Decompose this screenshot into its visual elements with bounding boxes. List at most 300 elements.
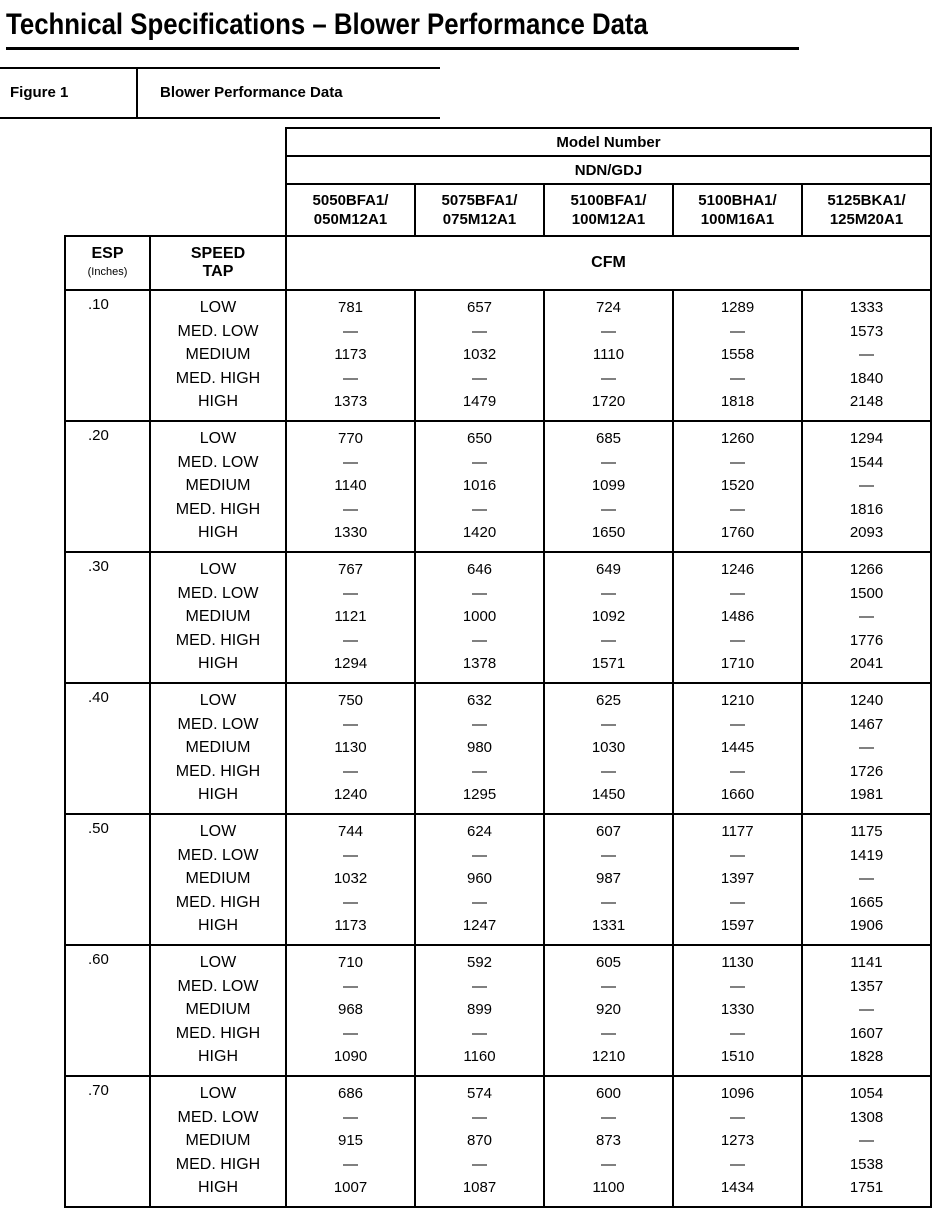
cfm-value-cell — [415, 421, 544, 552]
cfm-value: 1092 — [591, 608, 626, 625]
cfm-value: — — [859, 870, 874, 887]
speed-tap-label: MEDIUM — [185, 1001, 251, 1018]
esp-header — [65, 236, 150, 290]
speed-tap-label: LOW — [199, 561, 237, 578]
cfm-value: — — [601, 322, 616, 340]
speed-tap-label: HIGH — [198, 786, 238, 803]
cfm-value: — — [343, 453, 358, 471]
cfm-value: — — [601, 1024, 616, 1042]
cfm-header: CFM — [286, 236, 931, 290]
cfm-value: — — [601, 846, 616, 864]
table-row — [65, 552, 931, 683]
cfm-value-cell — [544, 421, 673, 552]
model-number-header: Model Number — [286, 128, 931, 156]
cfm-value: 1665 — [849, 893, 884, 911]
cfm-value: 987 — [595, 870, 622, 887]
cfm-value: 657 — [466, 299, 493, 316]
model-number-line: 5125BKA1/ — [827, 192, 906, 209]
speed-tap-label: LOW — [199, 430, 237, 447]
cfm-value: — — [730, 715, 745, 733]
speed-tap-label: HIGH — [198, 917, 238, 934]
cfm-value-cell — [673, 1076, 802, 1207]
blank-corner — [65, 156, 150, 184]
cfm-value: 1397 — [720, 870, 755, 887]
cfm-value: 1500 — [849, 584, 884, 602]
cfm-value: 1419 — [849, 846, 884, 864]
cfm-value: — — [730, 1155, 745, 1173]
speed-tap-label: MEDIUM — [185, 346, 251, 363]
cfm-value: 1776 — [849, 631, 884, 649]
cfm-value: 2041 — [849, 655, 884, 672]
esp-value: .50 — [65, 814, 150, 945]
cfm-value: — — [730, 846, 745, 864]
cfm-value: 1110 — [592, 346, 625, 363]
cfm-value: 870 — [466, 1132, 493, 1149]
cfm-value: — — [601, 762, 616, 780]
cfm-value: — — [343, 1108, 358, 1126]
cfm-value-cell — [286, 421, 415, 552]
cfm-value: 1357 — [849, 977, 884, 995]
speed-tap-list — [150, 945, 286, 1076]
cfm-value: 1573 — [849, 322, 884, 340]
blank-corner — [150, 156, 286, 184]
cfm-value: 1030 — [591, 739, 626, 756]
cfm-value: 2093 — [849, 524, 884, 541]
cfm-value: 781 — [337, 299, 364, 316]
cfm-value: 1173 — [334, 346, 367, 363]
cfm-value: 899 — [466, 1001, 493, 1018]
cfm-value: — — [472, 1108, 487, 1126]
cfm-value-cell — [415, 290, 544, 421]
cfm-value: 1333 — [849, 299, 884, 316]
cfm-value: — — [859, 477, 874, 494]
table-row — [65, 683, 931, 814]
speed-tap-list — [150, 552, 286, 683]
cfm-value: 1096 — [720, 1085, 755, 1102]
speed-tap-label: MED. HIGH — [175, 631, 261, 649]
cfm-value: 1420 — [462, 524, 497, 541]
cfm-value: — — [472, 322, 487, 340]
cfm-value-cell — [415, 683, 544, 814]
cfm-value: — — [601, 369, 616, 387]
cfm-value: 1240 — [333, 786, 368, 803]
cfm-value: — — [859, 346, 874, 363]
cfm-value-cell — [802, 421, 931, 552]
table-row — [65, 290, 931, 421]
cfm-value: 592 — [466, 954, 493, 971]
cfm-value: 1246 — [720, 561, 755, 578]
cfm-value-cell — [802, 945, 931, 1076]
cfm-value: 1289 — [720, 299, 755, 316]
cfm-value: — — [472, 453, 487, 471]
cfm-value: 1607 — [849, 1024, 884, 1042]
speed-tap-label: HIGH — [198, 1179, 238, 1196]
speed-tap-label: MED. LOW — [177, 846, 259, 864]
cfm-value: 1130 — [721, 954, 754, 971]
cfm-value: 1479 — [462, 393, 497, 410]
model-number-cell — [415, 184, 544, 236]
cfm-value: 605 — [595, 954, 622, 971]
speed-tap-label: MEDIUM — [185, 608, 251, 625]
cfm-value: 1173 — [334, 917, 367, 934]
cfm-value: 968 — [337, 1001, 364, 1018]
model-number-cell — [673, 184, 802, 236]
cfm-value: — — [601, 1155, 616, 1173]
esp-header-label: ESP — [91, 245, 124, 262]
cfm-value: — — [730, 453, 745, 471]
cfm-value: — — [343, 1155, 358, 1173]
speed-tap-label: MEDIUM — [185, 870, 251, 887]
blower-performance-table — [64, 127, 932, 1208]
cfm-value: — — [859, 1001, 874, 1018]
speed-tap-label: MED. LOW — [177, 322, 259, 340]
cfm-value: 710 — [337, 954, 364, 971]
cfm-value: — — [472, 584, 487, 602]
cfm-value: — — [601, 453, 616, 471]
cfm-value: 1266 — [849, 561, 884, 578]
cfm-value: 1247 — [462, 917, 497, 934]
cfm-value-cell — [673, 552, 802, 683]
cfm-value: — — [343, 631, 358, 649]
cfm-value: 1032 — [333, 870, 368, 887]
esp-value: .30 — [65, 552, 150, 683]
cfm-value: 1087 — [462, 1179, 497, 1196]
table-row — [65, 814, 931, 945]
cfm-value: 1660 — [720, 786, 755, 803]
cfm-value: — — [343, 762, 358, 780]
cfm-value: 1100 — [592, 1179, 625, 1196]
model-number-line: 5100BFA1/ — [570, 192, 647, 209]
cfm-value: 724 — [595, 299, 622, 316]
cfm-value: — — [343, 500, 358, 518]
cfm-value: 1760 — [720, 524, 755, 541]
cfm-value: 1210 — [720, 692, 755, 709]
cfm-value: — — [343, 369, 358, 387]
cfm-value: 624 — [466, 823, 493, 840]
cfm-value: — — [472, 762, 487, 780]
cfm-value: — — [472, 500, 487, 518]
cfm-value: 960 — [466, 870, 493, 887]
cfm-value-cell — [415, 945, 544, 1076]
cfm-value: 767 — [337, 561, 364, 578]
cfm-value: 1571 — [591, 655, 626, 672]
speed-tap-label: MED. LOW — [177, 584, 259, 602]
cfm-value: 1486 — [720, 608, 755, 625]
figure-label: Figure 1 — [10, 84, 69, 101]
table-row — [65, 1076, 931, 1207]
model-number-cell — [286, 184, 415, 236]
cfm-value: 1510 — [720, 1048, 755, 1065]
cfm-value: — — [343, 715, 358, 733]
speed-tap-label: MEDIUM — [185, 1132, 251, 1149]
cfm-value: — — [472, 715, 487, 733]
cfm-value-cell — [544, 814, 673, 945]
cfm-value: — — [730, 369, 745, 387]
speed-tap-label: MEDIUM — [185, 739, 251, 756]
blank-corner — [65, 184, 150, 236]
model-number-line: 075M12A1 — [442, 211, 517, 228]
speed-tap-list — [150, 1076, 286, 1207]
cfm-value: 650 — [466, 430, 493, 447]
cfm-value-cell — [415, 552, 544, 683]
brand-header: NDN/GDJ — [286, 156, 931, 184]
cfm-value: 1141 — [850, 954, 883, 971]
speed-tap-label: HIGH — [198, 1048, 238, 1065]
model-number-line: 100M16A1 — [700, 211, 775, 228]
speed-tap-label: LOW — [199, 823, 237, 840]
cfm-value: — — [859, 608, 874, 625]
cfm-value: 1981 — [849, 786, 884, 803]
cfm-value: 1818 — [720, 393, 755, 410]
cfm-value: 607 — [595, 823, 622, 840]
cfm-value: — — [730, 762, 745, 780]
speed-tap-header — [150, 236, 286, 290]
cfm-value: 1016 — [462, 477, 497, 494]
esp-value: .20 — [65, 421, 150, 552]
cfm-value: 649 — [595, 561, 622, 578]
cfm-value: 1751 — [849, 1179, 884, 1196]
cfm-value: — — [601, 1108, 616, 1126]
cfm-value: 1373 — [333, 393, 368, 410]
cfm-value: 1710 — [720, 655, 755, 672]
cfm-value: 1175 — [850, 823, 883, 840]
cfm-value-cell — [673, 683, 802, 814]
cfm-value-cell — [544, 552, 673, 683]
cfm-value: 1828 — [849, 1048, 884, 1065]
cfm-value: — — [472, 369, 487, 387]
page-title: Technical Specifications – Blower Performance Data — [6, 8, 648, 41]
speed-tap-label: MED. LOW — [177, 1108, 259, 1126]
blank-corner — [150, 184, 286, 236]
cfm-value: — — [601, 631, 616, 649]
cfm-value: 600 — [595, 1085, 622, 1102]
cfm-value: — — [601, 893, 616, 911]
cfm-value: — — [601, 584, 616, 602]
cfm-value: — — [343, 893, 358, 911]
figure-rule-top — [0, 67, 440, 69]
cfm-value-cell — [673, 945, 802, 1076]
figure-divider — [136, 69, 138, 117]
cfm-value: — — [472, 977, 487, 995]
cfm-value: 1520 — [720, 477, 755, 494]
cfm-value-cell — [286, 552, 415, 683]
esp-value: .10 — [65, 290, 150, 421]
cfm-value: 1160 — [463, 1048, 496, 1065]
model-number-cell — [544, 184, 673, 236]
cfm-value: 915 — [337, 1132, 364, 1149]
speed-tap-header-line: TAP — [202, 263, 234, 280]
cfm-value: 770 — [337, 430, 364, 447]
model-number-line: 5050BFA1/ — [312, 192, 389, 209]
model-number-line: 125M20A1 — [829, 211, 904, 228]
speed-tap-label: MED. HIGH — [175, 762, 261, 780]
cfm-value: — — [472, 893, 487, 911]
esp-unit-label: (Inches) — [87, 266, 128, 278]
cfm-value: 1000 — [462, 608, 497, 625]
cfm-value-cell — [286, 683, 415, 814]
cfm-value: 1558 — [720, 346, 755, 363]
cfm-value: 685 — [595, 430, 622, 447]
cfm-value-cell — [544, 945, 673, 1076]
speed-tap-list — [150, 814, 286, 945]
cfm-value: 1294 — [333, 655, 368, 672]
speed-tap-label: MED. HIGH — [175, 893, 261, 911]
cfm-value-cell — [286, 290, 415, 421]
cfm-value: 1140 — [334, 477, 367, 494]
speed-tap-list — [150, 421, 286, 552]
speed-tap-header-line: SPEED — [190, 245, 246, 262]
speed-tap-label: MED. LOW — [177, 453, 259, 471]
cfm-value: — — [730, 977, 745, 995]
cfm-value: 1099 — [591, 477, 626, 494]
speed-tap-label: MED. HIGH — [175, 369, 261, 387]
model-number-line: 5075BFA1/ — [441, 192, 518, 209]
figure-rule-bottom — [0, 117, 440, 119]
model-number-cell — [802, 184, 931, 236]
esp-value: .40 — [65, 683, 150, 814]
speed-tap-list — [150, 683, 286, 814]
cfm-value: 873 — [595, 1132, 622, 1149]
cfm-value-cell — [673, 421, 802, 552]
cfm-value: 1210 — [591, 1048, 626, 1065]
cfm-value-cell — [802, 552, 931, 683]
cfm-value: 980 — [466, 739, 493, 756]
cfm-value: 1720 — [591, 393, 626, 410]
speed-tap-label: HIGH — [198, 393, 238, 410]
cfm-value: — — [601, 977, 616, 995]
cfm-value-cell — [673, 290, 802, 421]
speed-tap-label: MED. LOW — [177, 977, 259, 995]
cfm-value-cell — [544, 1076, 673, 1207]
cfm-value: 1544 — [849, 453, 884, 471]
cfm-value-cell — [415, 814, 544, 945]
cfm-value: 1240 — [849, 692, 884, 709]
cfm-value: 1445 — [720, 739, 755, 756]
speed-tap-list — [150, 290, 286, 421]
cfm-value: 1121 — [334, 608, 367, 625]
speed-tap-label: MEDIUM — [185, 477, 251, 494]
cfm-value: 646 — [466, 561, 493, 578]
cfm-value: 1331 — [591, 917, 626, 934]
cfm-value: — — [859, 739, 874, 756]
speed-tap-label: LOW — [199, 299, 237, 316]
cfm-value-cell — [544, 683, 673, 814]
speed-tap-label: LOW — [199, 954, 237, 971]
cfm-value: — — [343, 584, 358, 602]
cfm-value: 1007 — [333, 1179, 368, 1196]
cfm-value: 2148 — [849, 393, 884, 410]
cfm-value: — — [343, 977, 358, 995]
table-row — [65, 945, 931, 1076]
cfm-value: 686 — [337, 1085, 364, 1102]
cfm-value: 1840 — [849, 369, 884, 387]
cfm-value: 750 — [337, 692, 364, 709]
cfm-value: 574 — [466, 1085, 493, 1102]
cfm-value: 1378 — [462, 655, 497, 672]
cfm-value: 1295 — [462, 786, 497, 803]
cfm-value: 920 — [595, 1001, 622, 1018]
cfm-value: 1260 — [720, 430, 755, 447]
cfm-value: — — [730, 1108, 745, 1126]
cfm-value: 1538 — [849, 1155, 884, 1173]
cfm-value: 1450 — [591, 786, 626, 803]
cfm-value: — — [730, 322, 745, 340]
cfm-value: 1273 — [720, 1132, 755, 1149]
cfm-value: 625 — [595, 692, 622, 709]
cfm-value: 1032 — [462, 346, 497, 363]
speed-tap-label: LOW — [199, 1085, 237, 1102]
cfm-value: — — [601, 500, 616, 518]
speed-tap-label: MED. HIGH — [175, 1155, 261, 1173]
cfm-value: 1177 — [721, 823, 754, 840]
cfm-value: 1650 — [591, 524, 626, 541]
cfm-value: — — [472, 1155, 487, 1173]
figure-caption: Blower Performance Data — [160, 84, 343, 101]
cfm-value: — — [730, 500, 745, 518]
cfm-value: 1294 — [849, 430, 884, 447]
cfm-value: — — [730, 893, 745, 911]
speed-tap-label: HIGH — [198, 524, 238, 541]
cfm-value: — — [343, 322, 358, 340]
cfm-value: 744 — [337, 823, 364, 840]
cfm-value-cell — [802, 814, 931, 945]
cfm-value: — — [859, 1132, 874, 1149]
cfm-value-cell — [286, 945, 415, 1076]
cfm-value: — — [343, 1024, 358, 1042]
title-underline — [6, 47, 799, 50]
esp-value: .70 — [65, 1076, 150, 1207]
speed-tap-label: HIGH — [198, 655, 238, 672]
esp-value: .60 — [65, 945, 150, 1076]
cfm-value-cell — [544, 290, 673, 421]
cfm-value-cell — [802, 1076, 931, 1207]
table-row — [65, 421, 931, 552]
cfm-value: — — [472, 1024, 487, 1042]
cfm-value: — — [730, 631, 745, 649]
cfm-value: 1308 — [849, 1108, 884, 1126]
blank-corner — [150, 128, 286, 156]
cfm-value: 1906 — [849, 917, 884, 934]
cfm-value: — — [730, 584, 745, 602]
cfm-value-cell — [286, 814, 415, 945]
cfm-value: — — [472, 846, 487, 864]
cfm-value-cell — [802, 290, 931, 421]
cfm-value: — — [343, 846, 358, 864]
speed-tap-label: MED. HIGH — [175, 500, 261, 518]
model-number-line: 5100BHA1/ — [698, 192, 777, 209]
cfm-value: 1726 — [849, 762, 884, 780]
cfm-value: 1816 — [849, 500, 884, 518]
cfm-value: 1130 — [334, 739, 367, 756]
cfm-value: 1054 — [849, 1085, 884, 1102]
cfm-value: — — [601, 715, 616, 733]
cfm-value-cell — [286, 1076, 415, 1207]
blank-corner — [65, 128, 150, 156]
cfm-value: 1330 — [720, 1001, 755, 1018]
cfm-value-cell — [415, 1076, 544, 1207]
speed-tap-label: LOW — [199, 692, 237, 709]
cfm-value: — — [472, 631, 487, 649]
cfm-value: 1467 — [849, 715, 884, 733]
model-number-line: 050M12A1 — [313, 211, 388, 228]
cfm-value: 1330 — [333, 524, 368, 541]
cfm-value: — — [730, 1024, 745, 1042]
speed-tap-label: MED. HIGH — [175, 1024, 261, 1042]
cfm-value: 1434 — [720, 1179, 755, 1196]
cfm-value: 1597 — [720, 917, 755, 934]
cfm-value-cell — [802, 683, 931, 814]
speed-tap-label: MED. LOW — [177, 715, 259, 733]
